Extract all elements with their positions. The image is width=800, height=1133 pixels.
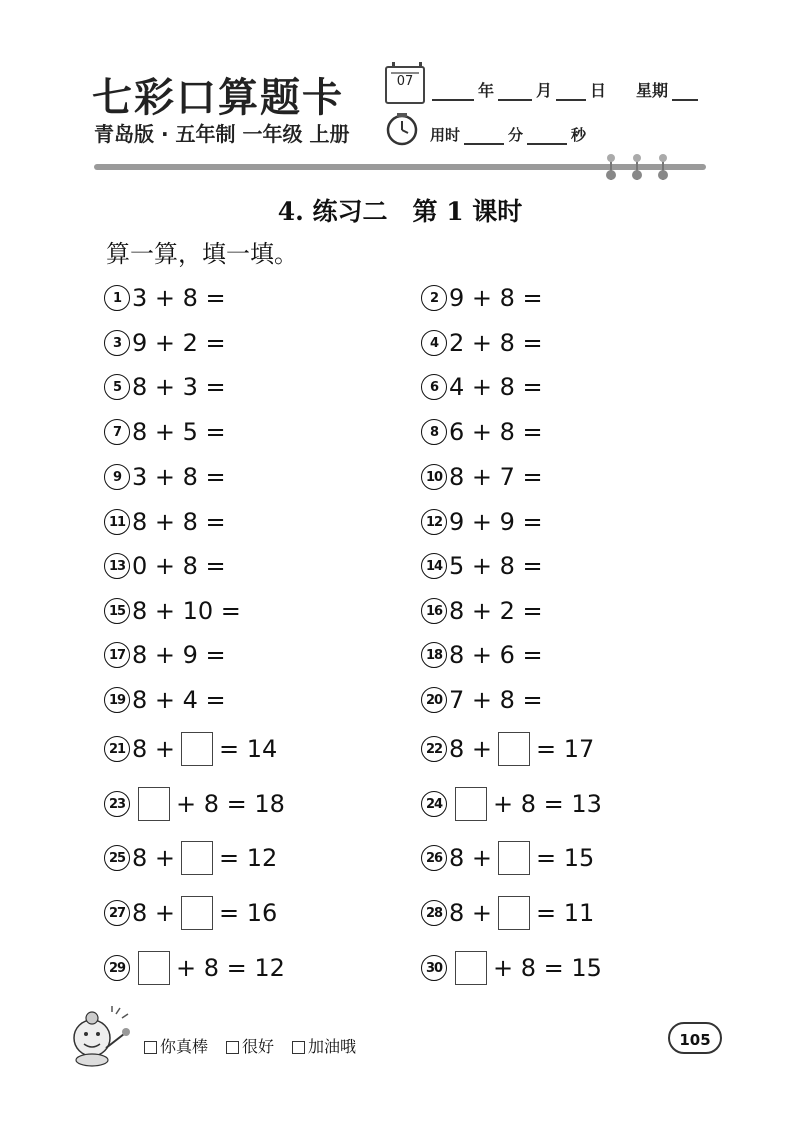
lesson-title: 4. 练习二 第 1 课时	[277, 197, 523, 226]
checkbox-icon[interactable]	[292, 1041, 305, 1054]
rating-great[interactable]: 你真棒	[144, 1034, 208, 1057]
problem-item	[104, 787, 285, 821]
problem-item	[421, 638, 543, 672]
expression-text: 8 + 3 =	[132, 373, 226, 401]
edition-label: 青岛版 · 五年制 一年级 上册	[94, 122, 350, 146]
problem-item	[104, 683, 226, 717]
month-label: 月	[536, 81, 553, 100]
problem-item	[104, 896, 277, 930]
expression-text: = 16	[219, 899, 278, 927]
answer-box[interactable]	[455, 787, 487, 821]
page-number: 105	[668, 1022, 722, 1054]
expression-text: 5 + 8 =	[449, 552, 543, 580]
expression-text: 8 + 7 =	[449, 463, 543, 491]
problem-item	[421, 549, 543, 583]
problem-number: 25	[104, 845, 130, 871]
problem-item	[104, 732, 277, 766]
problem-number: 5	[104, 374, 130, 400]
problem-number: 26	[421, 845, 447, 871]
problem-number: 12	[421, 509, 447, 535]
time-used-label: 用时	[430, 126, 461, 144]
self-rating	[144, 1034, 356, 1057]
answer-box[interactable]	[181, 732, 213, 766]
problem-number: 10	[421, 464, 447, 490]
expression-text: 6 + 8 =	[449, 418, 543, 446]
problem-number: 30	[421, 955, 447, 981]
problem-item	[421, 951, 602, 985]
expression-text: 8 + 8 =	[132, 508, 226, 536]
expression-text: + 8 = 15	[493, 954, 602, 982]
date-fields	[428, 78, 702, 101]
problem-number: 3	[104, 330, 130, 356]
problem-item	[421, 787, 602, 821]
month-blank[interactable]	[498, 83, 532, 101]
problem-item	[104, 415, 226, 449]
answer-box[interactable]	[498, 732, 530, 766]
instruction-text: 算一算，填一填。	[106, 240, 298, 268]
expression-text: 8 + 5 =	[132, 418, 226, 446]
problem-item	[104, 638, 226, 672]
expression-text: 8 +	[132, 735, 176, 763]
problem-number: 15	[104, 598, 130, 624]
expression-text: 8 + 10 =	[132, 597, 241, 625]
brand-title: 七彩口算题卡	[92, 74, 344, 121]
problem-item	[421, 460, 543, 494]
problem-number: 17	[104, 642, 130, 668]
year-label: 年	[478, 81, 495, 100]
answer-box[interactable]	[138, 787, 170, 821]
expression-text: = 15	[536, 844, 595, 872]
expression-text: 3 + 8 =	[132, 284, 226, 312]
problem-number: 28	[421, 900, 447, 926]
expression-text: 7 + 8 =	[449, 686, 543, 714]
problem-item	[421, 326, 543, 360]
expression-text: = 12	[219, 844, 278, 872]
problem-item	[104, 281, 226, 315]
expression-text: = 14	[219, 735, 278, 763]
answer-box[interactable]	[138, 951, 170, 985]
problem-number: 7	[104, 419, 130, 445]
header-divider	[94, 164, 706, 170]
problem-item	[421, 505, 543, 539]
expression-text: 9 + 8 =	[449, 284, 543, 312]
problem-item	[421, 732, 594, 766]
answer-box[interactable]	[498, 841, 530, 875]
bead-ornament	[662, 156, 664, 180]
problem-item	[421, 896, 594, 930]
problem-item	[104, 549, 226, 583]
expression-text: + 8 = 12	[176, 954, 285, 982]
problem-number: 22	[421, 736, 447, 762]
problem-item	[421, 415, 543, 449]
problem-item	[421, 281, 543, 315]
bead-ornament	[610, 156, 612, 180]
problem-item	[421, 683, 543, 717]
calendar-day: 07	[396, 74, 414, 89]
problem-item	[104, 460, 226, 494]
problem-item	[104, 370, 226, 404]
problem-item	[104, 326, 226, 360]
mascot-icon	[66, 1004, 138, 1070]
problem-number: 14	[421, 553, 447, 579]
problem-number: 24	[421, 791, 447, 817]
expression-text: 8 +	[449, 844, 493, 872]
seconds-label: 秒	[571, 126, 587, 144]
expression-text: + 8 = 18	[176, 790, 285, 818]
checkbox-icon[interactable]	[226, 1041, 239, 1054]
problem-number: 27	[104, 900, 130, 926]
answer-box[interactable]	[181, 896, 213, 930]
problem-number: 6	[421, 374, 447, 400]
expression-text: 2 + 8 =	[449, 329, 543, 357]
answer-box[interactable]	[498, 896, 530, 930]
problem-number: 13	[104, 553, 130, 579]
problem-number: 20	[421, 687, 447, 713]
clock-icon	[385, 112, 419, 146]
weekday-label: 星期	[636, 81, 669, 100]
expression-text: 8 + 6 =	[449, 641, 543, 669]
day-label: 日	[590, 81, 607, 100]
answer-box[interactable]	[181, 841, 213, 875]
problem-number: 19	[104, 687, 130, 713]
minutes-blank[interactable]	[464, 127, 504, 145]
calendar-icon	[385, 66, 425, 104]
problem-number: 29	[104, 955, 130, 981]
expression-text: 0 + 8 =	[132, 552, 226, 580]
answer-box[interactable]	[455, 951, 487, 985]
expression-text: 8 +	[132, 844, 176, 872]
problem-item	[421, 370, 543, 404]
expression-text: 8 + 9 =	[132, 641, 226, 669]
rating-good[interactable]: 很好	[226, 1034, 274, 1057]
expression-text: 8 + 4 =	[132, 686, 226, 714]
problem-number: 23	[104, 791, 130, 817]
problem-number: 1	[104, 285, 130, 311]
problem-item	[421, 594, 543, 628]
seconds-blank[interactable]	[527, 127, 567, 145]
expression-text: 8 +	[132, 899, 176, 927]
expression-text: 8 +	[449, 899, 493, 927]
problem-item	[104, 841, 277, 875]
problem-number: 18	[421, 642, 447, 668]
expression-text: + 8 = 13	[493, 790, 602, 818]
problem-item	[104, 505, 226, 539]
problem-number: 2	[421, 285, 447, 311]
weekday-blank[interactable]	[672, 83, 698, 101]
expression-text: 9 + 2 =	[132, 329, 226, 357]
expression-text: 3 + 8 =	[132, 463, 226, 491]
problem-number: 16	[421, 598, 447, 624]
problem-number: 21	[104, 736, 130, 762]
day-blank[interactable]	[556, 83, 586, 101]
expression-text: = 11	[536, 899, 595, 927]
expression-text: 8 + 2 =	[449, 597, 543, 625]
rating-keep-going[interactable]: 加油哦	[292, 1034, 356, 1057]
expression-text: 4 + 8 =	[449, 373, 543, 401]
bead-ornament	[636, 156, 638, 180]
problem-number: 8	[421, 419, 447, 445]
year-blank[interactable]	[432, 83, 474, 101]
expression-text: = 17	[536, 735, 595, 763]
checkbox-icon[interactable]	[144, 1041, 157, 1054]
problem-item	[421, 841, 594, 875]
problem-item	[104, 594, 241, 628]
problem-number: 11	[104, 509, 130, 535]
time-fields	[430, 124, 586, 145]
minutes-label: 分	[508, 126, 524, 144]
problem-item	[104, 951, 285, 985]
problem-number: 4	[421, 330, 447, 356]
expression-text: 8 +	[449, 735, 493, 763]
expression-text: 9 + 9 =	[449, 508, 543, 536]
problem-number: 9	[104, 464, 130, 490]
